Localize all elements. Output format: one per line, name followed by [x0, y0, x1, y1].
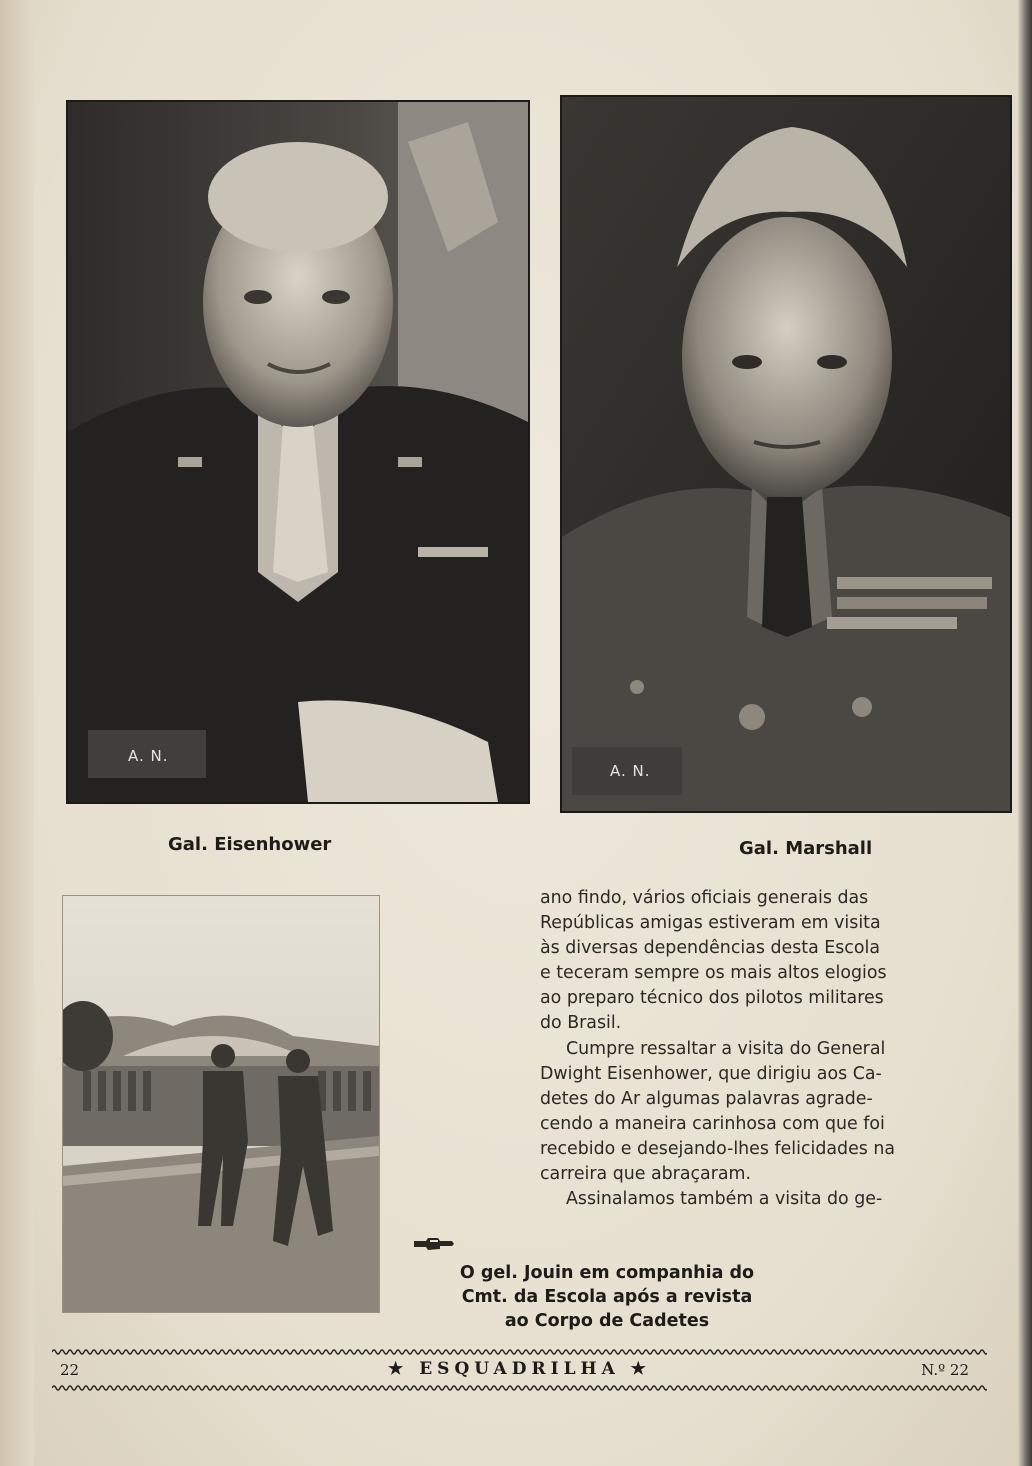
issue-number: N.º 22 — [921, 1361, 969, 1379]
article-line: Dwight Eisenhower, que dirigiu aos Ca- — [540, 1063, 882, 1084]
caption-jouin — [412, 1262, 802, 1333]
photo-credit-marshall: A. N. — [610, 762, 651, 780]
article-line: e teceram sempre os mais altos elogios — [540, 963, 887, 984]
footer-row — [52, 1359, 987, 1383]
photo-eisenhower — [66, 100, 530, 804]
article-line: Cumpre ressaltar a visita do General — [566, 1038, 886, 1059]
page-number: 22 — [60, 1361, 80, 1379]
article-line: cendo a maneira carinhosa com que foi — [540, 1113, 885, 1134]
page-footer — [52, 1348, 987, 1396]
caption-jouin-line: ao Corpo de Cadetes — [504, 1310, 710, 1331]
pointing-hand-icon — [412, 1236, 456, 1252]
magazine-title: ★ ESQUADRILHA ★ — [388, 1359, 651, 1379]
article-line: carreira que abraçaram. — [540, 1164, 751, 1185]
article-paragraph-2 — [540, 1037, 973, 1188]
caption-jouin-line: Cmt. da Escola após a revista — [461, 1286, 753, 1307]
article-line: às diversas dependências desta Escola — [540, 938, 881, 959]
article-line: detes do Ar algumas palavras agrade- — [540, 1088, 873, 1109]
photo-credit-eisenhower: A. N. — [128, 747, 169, 765]
photo-marshall — [560, 95, 1012, 813]
article-line: Assinalamos também a visita do ge- — [566, 1189, 883, 1210]
article-line: Repúblicas amigas estiveram em visita — [540, 913, 881, 934]
article-paragraph-1 — [540, 886, 973, 1037]
page-spine — [0, 0, 34, 1466]
page-edge — [1018, 0, 1032, 1466]
article-line: ano findo, vários oficiais generais das — [540, 888, 869, 908]
photo-jouin — [62, 895, 380, 1313]
article-line: recebido e desejando-lhes felicidades na — [540, 1138, 896, 1159]
article-text — [540, 886, 973, 1212]
caption-eisenhower: Gal. Eisenhower — [168, 834, 332, 855]
article-line: do Brasil. — [540, 1013, 622, 1034]
article-paragraph-3 — [540, 1187, 973, 1212]
caption-marshall: Gal. Marshall — [739, 838, 873, 859]
article-line: ao preparo técnico dos pilotos militares — [540, 988, 884, 1009]
footer-wave-bottom — [52, 1384, 987, 1392]
caption-jouin-line: O gel. Jouin em companhia do — [459, 1263, 755, 1283]
footer-wave-top — [52, 1348, 987, 1356]
